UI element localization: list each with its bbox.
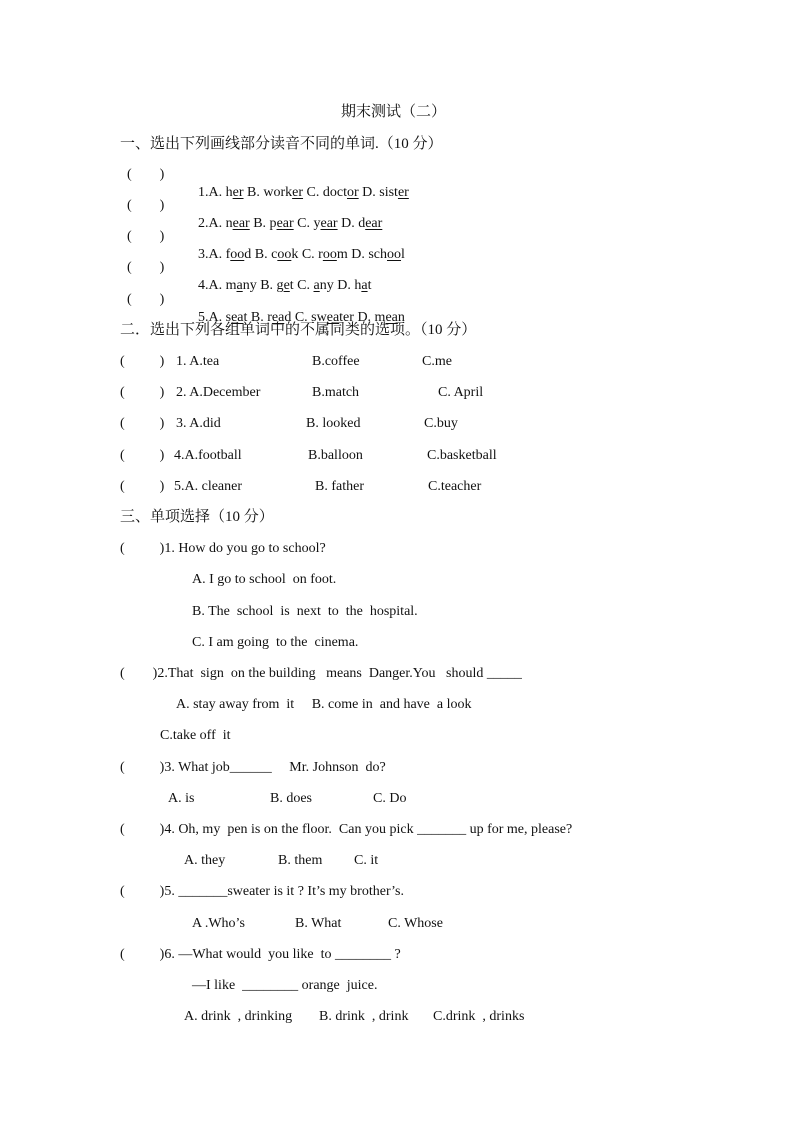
option-a: A. drink , drinking (184, 1009, 293, 1024)
option-c: C.drink , drinks (433, 1009, 525, 1024)
answer-blank[interactable]: ( ) (120, 354, 165, 369)
section2-heading: 二．选出下列各组单词中的不属同类的选项。（10 分） (120, 322, 477, 338)
option-b: B. does (270, 791, 312, 806)
option-c: C.take off it (160, 728, 231, 743)
option-a: A. is (168, 791, 195, 806)
phonics-question-1: 1.A. her B. worker C. doctor D. sister (198, 185, 409, 200)
answer-blank[interactable]: ( ) (127, 229, 165, 244)
option-a: A. they (184, 853, 226, 868)
option-a: 5.A. cleaner (174, 479, 243, 494)
question-stem-5: ( )5. _______sweater is it ? It’s my brother’s. (120, 884, 404, 899)
answer-blank[interactable]: ( ) (120, 448, 165, 463)
option-b: B. drink , drink (319, 1009, 409, 1024)
option-a: 1. A.tea (176, 354, 220, 369)
answer-blank[interactable]: ( ) (127, 260, 165, 275)
option-a: 2. A.December (176, 385, 261, 400)
option-a: A. I go to school on foot. (192, 572, 337, 587)
option-c: C.buy (424, 416, 458, 431)
option-b: B.match (312, 385, 360, 400)
option-b: B. father (315, 479, 364, 494)
page-title: 期末测试（二） (341, 104, 447, 120)
question-stem-3: ( )3. What job______ Mr. Johnson do? (120, 760, 386, 775)
option-b: B. The school is next to the hospital. (192, 604, 418, 619)
question-stem-1: ( )1. How do you go to school? (120, 541, 326, 556)
phonics-question-2: 2.A. near B. pear C. year D. dear (198, 216, 383, 231)
answer-blank[interactable]: ( ) (127, 198, 165, 213)
option-c: C. it (354, 853, 379, 868)
option-b: B. looked (306, 416, 361, 431)
option-c: C. I am going to the cinema. (192, 635, 359, 650)
phonics-question-4: 4.A. many B. get C. any D. hat (198, 278, 372, 293)
option-c: C.me (422, 354, 452, 369)
answer-blank[interactable]: ( ) (127, 292, 165, 307)
option-a: 3. A.did (176, 416, 221, 431)
option-a-b: A. stay away from it B. come in and have a look (176, 697, 472, 712)
option-c: C. Whose (388, 916, 443, 931)
question-line-2: —I like ________ orange juice. (192, 978, 378, 993)
question-stem-4: ( )4. Oh, my pen is on the floor. Can you pick _______ up for me, please? (120, 822, 573, 837)
answer-blank[interactable]: ( ) (120, 385, 165, 400)
answer-blank[interactable]: ( ) (127, 167, 165, 182)
option-b: B. What (295, 916, 342, 931)
option-c: C.basketball (427, 448, 497, 463)
option-c: C.teacher (428, 479, 482, 494)
section3-heading: 三、单项选择（10 分） (120, 509, 274, 525)
phonics-question-3: 3.A. food B. cook C. room D. school (198, 247, 405, 262)
section1-heading: 一、选出下列画线部分读音不同的单词.（10 分） (120, 136, 443, 152)
phonics-question-5: 5.A. seat B. read C. sweater D. mean (198, 310, 405, 325)
answer-blank[interactable]: ( ) (120, 416, 165, 431)
option-c: C. April (438, 385, 484, 400)
option-b: B.coffee (312, 354, 360, 369)
answer-blank[interactable]: ( ) (120, 479, 165, 494)
option-c: C. Do (373, 791, 407, 806)
option-b: B.balloon (308, 448, 363, 463)
option-a: 4.A.football (174, 448, 242, 463)
question-stem-6: ( )6. —What would you like to ________ ? (120, 947, 401, 962)
option-a: A .Who’s (192, 916, 245, 931)
question-stem-2: ( )2.That sign on the building means Danger.You should _____ (120, 666, 522, 681)
option-b: B. them (278, 853, 323, 868)
